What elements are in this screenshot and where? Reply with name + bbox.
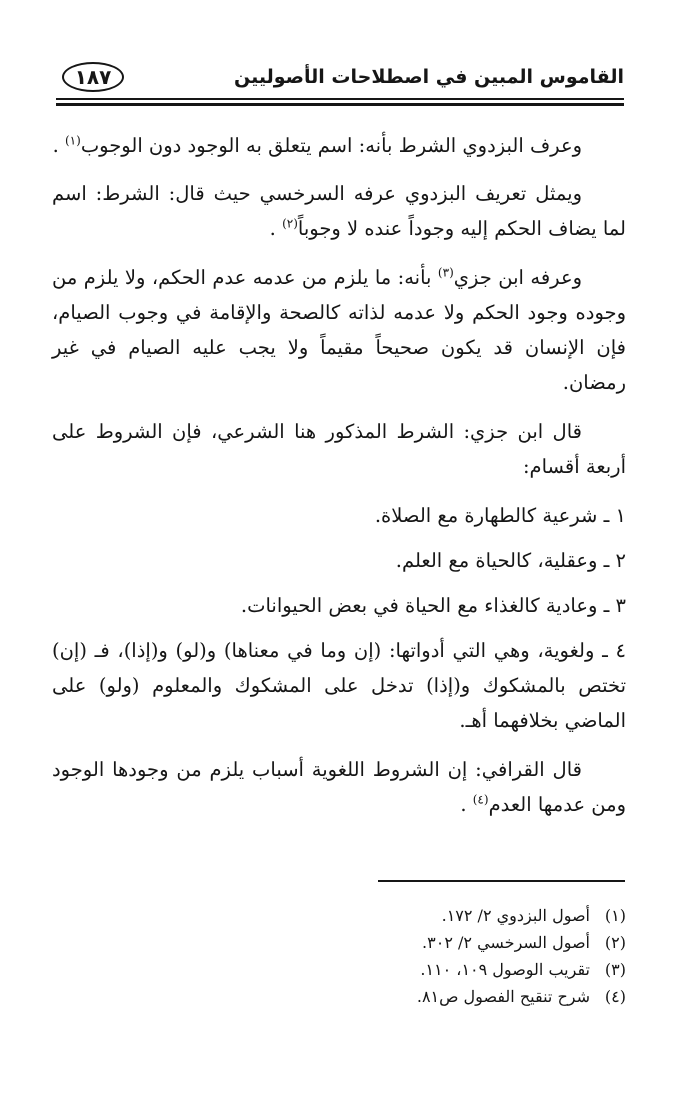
paragraph-text: ويمثل تعريف البزدوي عرفه السرخسي حيث قال: الشرط: اسم لما يضاف الحكم إليه وجوداً عنده لا وجوباً xyxy=(52,182,626,240)
footnote-text: أصول البزدوي ٢/ ١٧٢. xyxy=(441,906,590,925)
footnotes xyxy=(300,902,626,1010)
running-title: القاموس المبين في اصطلاحات الأصوليين xyxy=(234,66,624,88)
paragraph-ibn-juzay-divisions xyxy=(52,414,626,484)
footnote xyxy=(300,956,626,983)
footnote-ref: (١) xyxy=(64,133,81,148)
list-item: ٢ ـ وعقلية، كالحياة مع العلم. xyxy=(395,549,626,572)
header-rule-thin xyxy=(56,98,624,100)
paragraph-tail: . xyxy=(52,134,65,157)
paragraph-qarafi xyxy=(52,752,626,822)
header-rule-thick xyxy=(56,103,624,106)
footnote xyxy=(300,983,626,1010)
footnote-ref: (٤) xyxy=(472,792,489,807)
footnote-ref: (٣) xyxy=(437,265,454,280)
footnote-number: (٣) xyxy=(604,960,626,979)
page-header xyxy=(54,58,624,96)
paragraph-lead: وعرفه ابن جزي xyxy=(453,266,582,289)
paragraph-tail: . xyxy=(460,793,473,816)
paragraph-text: بأنه: ما يلزم من عدمه عدم الحكم، ولا يلزم من وجوده وجود الحكم ولا عدمه لذاته كالصحة والإقامة في وجوب الصيام، فإن الإنسان قد يكون صحيحاً مقيماً ولا يجب عليه الصيام في غير رمضان. xyxy=(52,266,626,394)
footnote-separator xyxy=(378,880,625,882)
paragraph-tail: . xyxy=(269,217,283,240)
list-item: ٣ ـ وعادية كالغذاء مع الحياة في بعض الحيوانات. xyxy=(240,594,626,617)
footnote-text: أصول السرخسي ٢/ ٣٠٢. xyxy=(422,933,590,952)
paragraph-text: قال ابن جزي: الشرط المذكور هنا الشرعي، فإن الشروط على أربعة أقسام: xyxy=(52,420,626,478)
footnote-number: (٢) xyxy=(604,933,626,952)
footnote xyxy=(300,929,626,956)
footnote-number: (١) xyxy=(604,906,626,925)
page-number: ١٨٧ xyxy=(62,62,124,92)
paragraph-bazdawi-definition xyxy=(52,128,626,163)
footnote-number: (٤) xyxy=(604,987,626,1006)
paragraph-text: وعرف البزدوي الشرط بأنه: اسم يتعلق به الوجود دون الوجوب xyxy=(80,134,582,157)
footnote-ref: (٢) xyxy=(282,216,298,231)
list-item: ١ ـ شرعية كالطهارة مع الصلاة. xyxy=(374,504,626,527)
footnote xyxy=(300,902,626,929)
paragraph-text: قال القرافي: إن الشروط اللغوية أسباب يلزم من وجودها الوجود ومن عدمها العدم xyxy=(52,758,626,816)
list-item: ٤ ـ ولغوية، وهي التي أدواتها: (إن وما في معناها) و(لو) و(إذا)، فـ (إن) تختص بالمشكوك و(إذا) تدخل على المشكوك والمعلوم (ولو) على الماضي بخلافهما أهـ. xyxy=(52,639,626,732)
body-text xyxy=(52,128,626,836)
footnote-text: شرح تنقيح الفصول ص٨١. xyxy=(416,987,590,1006)
footnote-text: تقريب الوصول ١٠٩، ١١٠. xyxy=(420,960,590,979)
paragraph-ibn-juzay-definition xyxy=(52,260,626,400)
paragraph-sarakhsi-definition xyxy=(52,176,626,246)
